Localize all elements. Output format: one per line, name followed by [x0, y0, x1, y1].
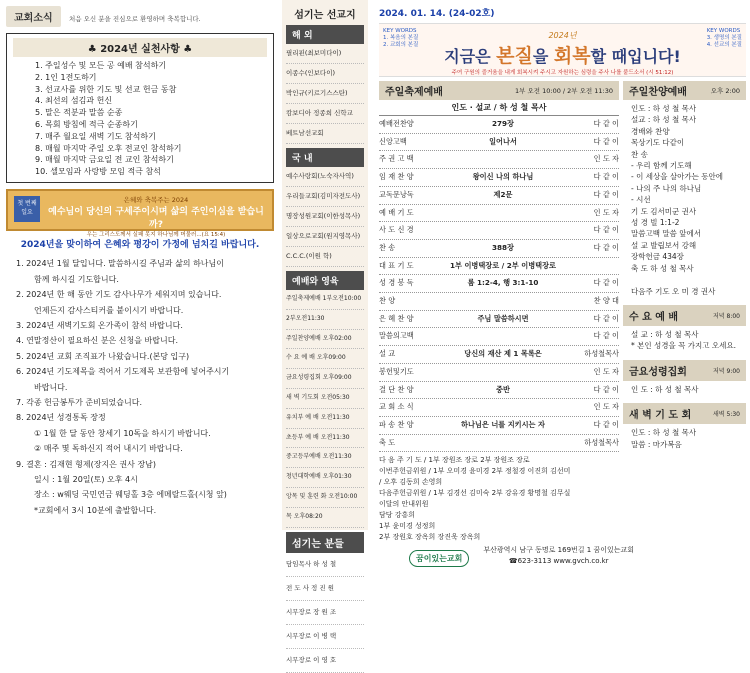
domestic-item: 우리들교회(김미자전도사): [286, 187, 364, 207]
roster-line: 1부 윤미경 성정희: [379, 522, 436, 531]
plan-item: 6. 목회 방침에 적극 순종하기: [35, 119, 138, 129]
service-detail: 설 교 발립보서 강해: [631, 240, 697, 250]
service-row: [379, 169, 619, 187]
service-item: 봉헌및기도: [379, 366, 414, 376]
order-of-service: [379, 116, 619, 452]
service-detail: 인도 : 하 성 철 목사: [631, 428, 697, 438]
church-logo: 꿈이있는교회: [409, 550, 469, 567]
announcement-line: 4. 연말정산이 필요하신 분은 신청을 바랍니다.: [16, 336, 178, 346]
service-detail: - 우리 함께 기도해: [631, 161, 692, 171]
announcement-line: 바랍니다.: [34, 382, 68, 392]
club-icon: ♣: [179, 44, 193, 55]
service-person: 다 같 이: [593, 419, 619, 429]
news-tag: 교회소식: [6, 6, 61, 27]
service-person: 다 같 이: [593, 136, 619, 146]
service-item: 파 송 찬 양: [379, 419, 414, 429]
service-row: [379, 134, 619, 152]
announcement-line: 언제든지 감사스티커를 붙이시기 바랍니다.: [34, 305, 184, 315]
service-person: 다 같 이: [593, 384, 619, 394]
staff-item: 전 도 사 정 진 원: [286, 577, 364, 601]
announcement-line: 7. 각종 헌금봉투가 준비되었습니다.: [16, 398, 142, 408]
service-content: [433, 399, 573, 416]
service-detail: 설 교 : 하 성 철 목사: [631, 329, 699, 339]
service-content: [433, 222, 573, 239]
service-row: [379, 222, 619, 240]
service-content: [433, 293, 573, 310]
service-content: [433, 435, 573, 452]
middle-panel: [282, 0, 368, 664]
service-person: [573, 258, 619, 275]
friday-header: 금요성령집회 저녁 9:00: [623, 360, 746, 381]
service-item: 예배전찬양: [379, 119, 414, 128]
service-item: 찬 양: [379, 296, 396, 306]
banner-line-1: 은혜와 축복주는 2024: [123, 195, 189, 204]
plan-item: 8. 매월 마지막 주일 오후 전교인 참석하기: [35, 143, 182, 153]
service-content: [433, 364, 573, 381]
service-person: 인 도 자: [593, 402, 619, 412]
banner-line-2: 예수님이 당신의 구세주이시며 삶의 주인이심을 받습니까?: [48, 206, 264, 230]
service-content: [433, 205, 573, 222]
times-item: 목 오후08:20: [286, 508, 364, 528]
service-row: [379, 364, 619, 382]
service-item: 축 도: [379, 437, 396, 447]
plan-item: 9. 매월 마지막 금요일 전 교인 참석하기: [35, 155, 174, 165]
roster-line: / 오후 김동희 손영희: [379, 478, 443, 487]
service-person: 다 같 이: [593, 278, 619, 288]
issue-date: 2024. 01. 14. (24-02호): [379, 9, 495, 19]
keywords-left: KEY WORDS 1. 복음의 본질 2. 교회의 본질: [383, 28, 419, 48]
overseas-item: 캄보디아 정종희 신학교: [286, 104, 364, 124]
service-item: 교 회 소 식: [379, 402, 414, 412]
announcement-line: 함께 하시길 기도합니다.: [34, 274, 119, 284]
service-detail: 말씀 : 마가복음: [631, 439, 682, 449]
service-row: [379, 258, 619, 276]
praise-worship-header: 주일찬양예배 오후 2:00: [623, 81, 746, 100]
service-item: 신앙고백: [379, 136, 407, 146]
service-item: 성 경 봉 독: [379, 278, 414, 288]
service-row: [379, 311, 619, 329]
service-detail: 다음주 기도 오 미 경 권사: [631, 286, 716, 296]
announcement-line: 8. 2024년 성경통독 장정: [16, 413, 106, 423]
service-content: 당신의 재산 제 1 목록은: [464, 349, 542, 359]
service-detail: 목상기도 다같이: [631, 138, 685, 148]
church-contact: ☎623-3113 www.gvch.co.kr: [508, 557, 609, 566]
service-person: 다 같 이: [593, 242, 619, 252]
service-detail: 경배와 찬양: [631, 126, 670, 136]
service-content: 279장: [492, 119, 514, 128]
friday-details: [623, 381, 746, 398]
service-person: 하성철목사: [584, 437, 619, 447]
service-row: [379, 240, 619, 258]
service-item: 임 재 찬 양: [379, 172, 414, 182]
roster-line: 이번주헌금위원 / 1부 오미경 윤미경 2부 정철경 이진희 김선미: [379, 467, 571, 476]
keywords-right: KEY WORDS 3. 생명의 본질 4. 선교의 본질: [706, 28, 742, 48]
service-row: [379, 151, 619, 169]
service-item: 말씀의고백: [379, 331, 414, 341]
times-item: 주일축제예배 1부오전10:00: [286, 290, 364, 310]
service-item: 교독문낭독: [379, 189, 414, 199]
wednesday-header: 수 요 예 배 저녁 8:00: [623, 305, 746, 326]
announcement-line: 장소 : w웨딩 국민연금 웨딩홀 3층 에메랄드홀(시청 앞): [34, 490, 227, 500]
times-item: 수 요 예 배 오후09:00: [286, 349, 364, 369]
service-item: 사 도 신 경: [379, 225, 414, 235]
worship-times-list: [286, 290, 364, 528]
service-detail: 말씀고백 말씀 앞에서: [631, 229, 701, 239]
service-item: 대 표 기 도: [379, 260, 414, 270]
banner-badge: 첫 번째 일요: [14, 196, 40, 222]
service-content: 제2문: [493, 189, 513, 199]
announcement-line: *교회에서 3시 10분에 출발합니다.: [34, 505, 157, 515]
service-item: 찬 송: [379, 242, 396, 252]
staff-list: [286, 553, 364, 673]
times-item: 초등부 예 배 오전11:30: [286, 429, 364, 449]
slogan-main: 지금은 본질을 회복할 때입니다!: [444, 45, 681, 67]
service-item: 예 배 기 도: [379, 207, 414, 217]
service-row: [379, 328, 619, 346]
announcement-list: [6, 256, 274, 518]
plan-title: ♣ 2024년 실천사항 ♣: [13, 38, 267, 57]
service-item: 은 혜 찬 양: [379, 313, 414, 323]
overseas-item: 박인규(키르기스스탄): [286, 84, 364, 104]
service-content: 일어나서: [489, 136, 517, 146]
service-person: 다 같 이: [593, 189, 619, 199]
announcement-heading: 2024년을 맞이하여 은혜와 평강이 가정에 넘치길 바랍니다.: [20, 239, 260, 250]
duty-roster: [379, 455, 619, 543]
service-row: [379, 382, 619, 400]
wednesday-details: [623, 326, 746, 355]
times-item: 2부오전11:30: [286, 310, 364, 330]
club-icon: ♣: [87, 44, 101, 55]
service-detail: 성 경 빌 1:1-2: [631, 218, 680, 228]
roster-line: 담당 강흥희: [379, 511, 416, 520]
service-row: [379, 275, 619, 293]
service-item: 주 권 고 백: [379, 154, 414, 164]
announcement-line: 2. 2024년 한 해 동안 기도 감사나무가 세워지며 있습니다.: [16, 290, 222, 300]
overseas-item: 이종수(인보다이): [286, 64, 364, 84]
service-content: 주님 말씀하시면: [477, 313, 529, 323]
plan-item: 1. 주일성수 및 모든 공 예배 참석하기: [35, 61, 167, 70]
service-item: 결 단 찬 양: [379, 384, 414, 394]
service-detail: 인 도 : 하 성 철 목사: [631, 384, 699, 394]
service-person: 하성철목사: [584, 349, 619, 359]
times-item: 금요성령집회 오후09:00: [286, 369, 364, 389]
plan-item: 7. 매주 월요일 새벽 기도 참석하기: [35, 131, 156, 141]
service-detail: [631, 274, 738, 285]
service-detail: 인도 : 하 성 철 목사: [631, 104, 697, 113]
service-person: 다 같 이: [593, 331, 619, 341]
times-item: 유치부 예 배 오전11:30: [286, 409, 364, 429]
service-content: 롬 1:2-4, 행 3:1-10: [467, 278, 539, 288]
service-person: 인 도 자: [593, 154, 619, 164]
service-detail: * 본인 성경을 꼭 가지고 오세요.: [631, 341, 736, 351]
service-content: 왕이신 나의 하나님: [472, 172, 534, 182]
slogan-hero: [379, 23, 746, 77]
service-content: 하나님은 너를 지키시는 자: [461, 419, 545, 429]
service-detail: 장학헌금 434장: [631, 252, 684, 262]
roster-line: 다 음 주 기 도 / 1부 장원조 장로 2부 장원조 장로: [379, 456, 530, 465]
roster-line: 이달의 안내위원: [379, 500, 429, 509]
plan-item: 3. 선교사를 위한 기도 및 선교 헌금 동참: [35, 84, 177, 94]
service-content: [433, 151, 573, 168]
service-detail: - 이 세상을 살아가는 동안에: [631, 172, 723, 182]
service-row: [379, 417, 619, 435]
service-row: [379, 435, 619, 453]
announcement-line: 3. 2024년 새벽기도회 온가족이 참석 바랍니다.: [16, 321, 183, 330]
service-row: [379, 116, 619, 134]
staff-item: 시무장로 장 원 조: [286, 601, 364, 625]
domestic-header: 국 내: [286, 148, 364, 167]
right-panel: [375, 0, 750, 566]
overseas-item: 필리핀(최보미다이): [286, 44, 364, 64]
announcement-line: ② 매주 몇 독하신지 적어 내시기 바랍니다.: [34, 444, 183, 454]
service-detail: 찬 송: [631, 149, 648, 159]
service-content: 1부 이병택장로 / 2부 이병택장로: [450, 260, 556, 270]
worship-times-header: 예배와 영육: [286, 271, 364, 290]
service-detail: 축 도 하 성 철 목사: [631, 263, 694, 273]
welcome-note: 처음 오신 분을 진심으로 환영하며 축복합니다.: [69, 15, 201, 23]
praise-worship-details: [623, 100, 746, 300]
sunday-leader: 인도 · 설교 / 하 성 철 목사: [379, 100, 619, 116]
domestic-list: [286, 167, 364, 267]
other-services-column: [623, 81, 746, 543]
service-person: 다 같 이: [593, 225, 619, 235]
service-row: [379, 346, 619, 364]
announcement-line: 1. 2024년 1월 달입니다. 말씀하시길 주님과 삶의 하나님이: [16, 259, 224, 269]
service-detail: 설교 : 하 성 철 목사: [631, 115, 697, 125]
service-person: 인 도 자: [593, 207, 619, 217]
banner-line-3: 우는 그리스도께서 실패 못지 하나님께 머물러...(요 15:4): [86, 231, 226, 238]
service-person: 다 같 이: [593, 172, 619, 182]
slogan-year: 2024년: [548, 31, 577, 40]
plan-item: 2. 1인 1전도하기: [35, 72, 97, 82]
announcements: [6, 238, 274, 518]
service-person: 인 도 자: [593, 366, 619, 376]
service-content: [433, 328, 573, 345]
sunday-worship-column: [379, 81, 619, 543]
staff-item: 시무장로 이 영 호: [286, 649, 364, 673]
overseas-item: 베트남선교회: [286, 124, 364, 144]
left-panel: [0, 0, 280, 530]
plan-box: [6, 33, 274, 183]
times-item: 청년대학예배 오후01:30: [286, 468, 364, 488]
domestic-item: 예수사랑회(노숙자사역): [286, 167, 364, 187]
roster-line: 2부 장원호 장옥희 장진욱 장옥희: [379, 533, 481, 542]
roster-line: 다음주헌금위원 / 1부 김경선 김미숙 2부 강유경 황명철 김무실: [379, 489, 571, 498]
service-row: [379, 293, 619, 311]
service-detail: - 나의 주 나의 하나님: [631, 183, 702, 193]
church-address: 부산광역시 남구 동명로 169번길 1 꿈이있는교회: [483, 546, 635, 555]
service-detail: 기 도 김서미군 권사: [631, 206, 697, 216]
staff-header: 섬기는 분들: [286, 532, 364, 553]
plan-list: [13, 60, 267, 178]
service-content: 388장: [492, 242, 514, 252]
domestic-item: 일상으로교회(원지영목사): [286, 227, 364, 247]
service-item: 설 교: [379, 349, 396, 359]
dawn-prayer-details: [623, 424, 746, 453]
service-row: [379, 399, 619, 417]
overseas-header: 해 외: [286, 25, 364, 44]
times-item: 새 벽 기도회 오전05:30: [286, 389, 364, 409]
domestic-item: 명장성원교회(이한성목사): [286, 207, 364, 227]
faith-banner: [6, 189, 274, 238]
announcement-line: 5. 2024년 교회 조직표가 나왔습니다.(본당 입구): [16, 351, 190, 361]
plan-item: 10. 셀모임과 사랑방 모임 적극 참석: [35, 167, 161, 177]
announcement-line: 일시 : 1월 20일(토) 오후 4시: [34, 475, 138, 485]
domestic-item: C.C.C.(이원 학): [286, 247, 364, 267]
announcement-line: ① 1월 한 달 동안 창세기 10독을 하시기 바랍니다.: [34, 428, 211, 438]
service-detail: - 시선: [631, 195, 651, 205]
staff-item: 담임목사 하 성 철: [286, 553, 364, 577]
times-item: 주일찬양예배 오후02:00: [286, 330, 364, 350]
announcement-line: 6. 2024년 기도제목을 적어서 기도제목 보관함에 넣어주시기: [16, 367, 230, 377]
overseas-list: [286, 44, 364, 144]
service-row: [379, 205, 619, 223]
plan-item: 5. 말은 적분과 말씀 순종: [35, 108, 123, 118]
times-item: 중고등부예배 오전11:30: [286, 448, 364, 468]
slogan-verse: 주여 구원의 즐거움을 내게 회복시켜 주시고 자원하는 심령을 주사 나를 붙드소서 (시 51:12): [451, 70, 674, 76]
sunday-worship-header: 주일축제예배 1부 오전 10:00 / 2부 오전 11:30: [379, 81, 619, 100]
service-person: 다 같 이: [593, 313, 619, 323]
service-person: 찬 양 대: [593, 296, 619, 306]
plan-item: 4. 최선의 섬김과 헌신: [35, 96, 113, 106]
mission-title: 섬기는 선교지: [294, 10, 356, 21]
staff-item: 시무장로 이 병 택: [286, 625, 364, 649]
times-item: 앙목 및 훈련 화 오전10:00: [286, 488, 364, 508]
service-person: 다 같 이: [593, 119, 619, 128]
service-row: [379, 187, 619, 205]
dawn-prayer-header: 새 벽 기 도 회 새벽 5:30: [623, 403, 746, 424]
announcement-line: 9. 결혼 : 김재현 형제(장지은 권사 장남): [16, 459, 157, 469]
service-content: 중반: [496, 384, 510, 394]
